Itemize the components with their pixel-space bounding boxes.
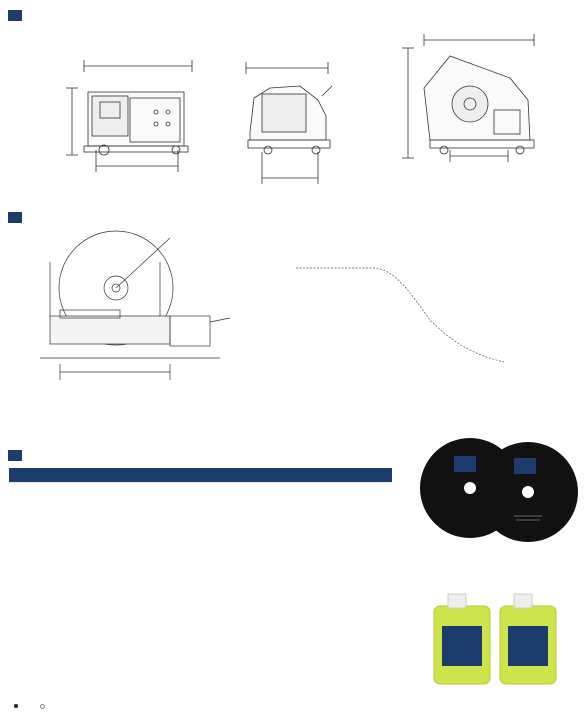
spec-table-header: [9, 468, 392, 483]
legend-optional: [40, 701, 49, 710]
hollow-dot-icon: [40, 704, 45, 709]
cutting-capacity-diagram: [20, 222, 270, 402]
header-name: [9, 468, 122, 483]
capacity-chart: [270, 232, 560, 392]
section-header-specs: [8, 450, 27, 461]
dimension-drawings: [0, 0, 587, 200]
spec-legend: [14, 701, 49, 710]
header-model: [122, 468, 392, 483]
cutting-blades-image: [418, 436, 578, 546]
filled-dot-icon: [14, 704, 18, 708]
coolant-bottles-image: [428, 588, 568, 688]
spec-table: [9, 468, 392, 483]
capacity-curve: [296, 268, 504, 362]
legend-standard: [14, 701, 22, 710]
brand-logo-icon: [8, 450, 22, 461]
